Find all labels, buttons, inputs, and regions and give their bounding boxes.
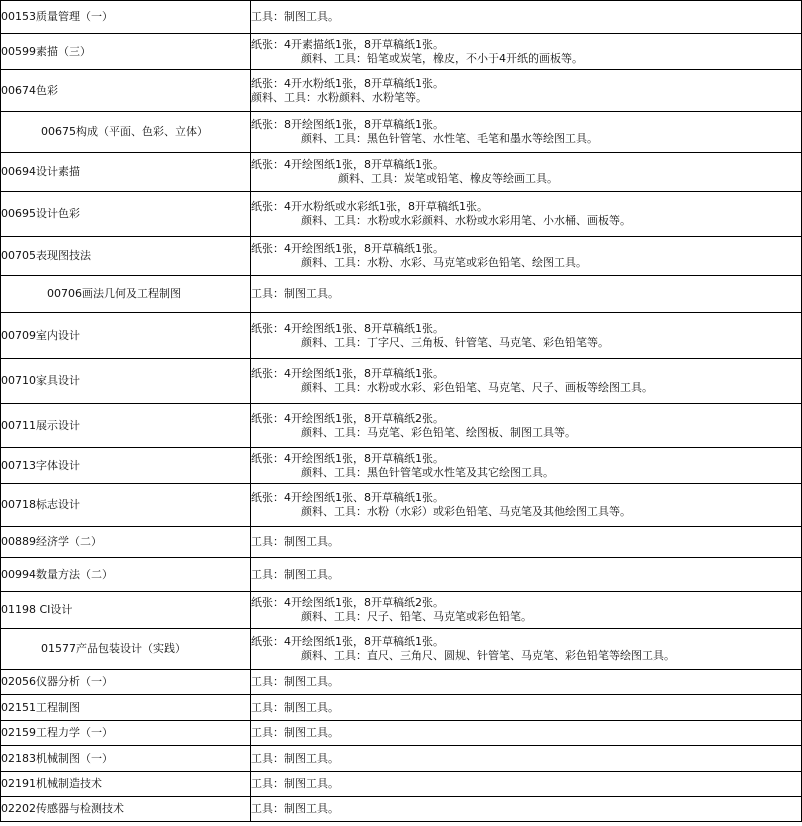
table-row — [1, 558, 802, 592]
table-row — [1, 527, 802, 558]
course-name: 00153质量管理（一） — [1, 1, 251, 34]
table-row — [1, 313, 802, 359]
table-row — [1, 484, 802, 527]
course-name: 02183机械制图（一） — [1, 746, 251, 772]
tools-line: 纸张：4开绘图纸1张，8开草稿纸1张。 — [251, 635, 444, 648]
course-name: 02056仪器分析（一） — [1, 670, 251, 695]
tools-line: 颜料、工具：水粉颜料、水粉笔等。 — [251, 90, 427, 104]
tools-line: 纸张：8开绘图纸1张，8开草稿纸1张。 — [251, 118, 444, 131]
tools-line: 颜料、工具：尺子、铅笔、马克笔或彩色铅笔。 — [301, 610, 532, 623]
tools-cell — [251, 695, 802, 721]
table-row — [1, 721, 802, 746]
tools-cell — [251, 484, 802, 527]
tools-line: 工具：制图工具。 — [251, 751, 339, 765]
tools-cell — [251, 797, 802, 822]
table-row — [1, 746, 802, 772]
tools-cell — [251, 112, 802, 153]
tools-line: 纸张：4开绘图纸1张、8开草稿纸1张。 — [251, 491, 444, 504]
tools-cell — [251, 359, 802, 404]
tools-line: 颜料、工具：水粉（水彩）或彩色铅笔、马克笔及其他绘图工具等。 — [301, 505, 631, 518]
course-name: 00713字体设计 — [1, 448, 251, 484]
table-row — [1, 1, 802, 34]
tools-line: 颜料、工具：直尺、三角尺、圆规、针管笔、马克笔、彩色铅笔等绘图工具。 — [301, 649, 675, 662]
course-name: 00710家具设计 — [1, 359, 251, 404]
table-row — [1, 70, 802, 112]
course-name: 00694设计素描 — [1, 153, 251, 192]
table-row — [1, 404, 802, 448]
course-name: 00711展示设计 — [1, 404, 251, 448]
tools-line: 工具：制图工具。 — [251, 535, 339, 548]
tools-line: 颜料、工具：水粉或水彩颜料、水粉或水彩用笔、小水桶、画板等。 — [301, 214, 631, 227]
tools-line: 工具：制图工具。 — [251, 802, 339, 815]
tools-cell — [251, 592, 802, 629]
tools-line: 工具：制图工具。 — [251, 700, 339, 714]
tools-line: 纸张：4开绘图纸1张，8开草稿纸1张。 — [251, 367, 444, 380]
course-name: 00889经济学（二） — [1, 527, 251, 558]
tools-cell — [251, 313, 802, 359]
tools-line: 纸张：4开绘图纸1张，8开草稿纸2张。 — [251, 411, 444, 425]
tools-cell — [251, 153, 802, 192]
table-row — [1, 34, 802, 70]
tools-line: 颜料、工具：丁字尺、三角板、针管笔、马克笔、彩色铅笔等。 — [301, 335, 609, 349]
tools-cell — [251, 276, 802, 313]
table-row — [1, 276, 802, 313]
tools-cell — [251, 237, 802, 276]
tools-line: 颜料、工具：炭笔或铅笔、橡皮等绘画工具。 — [338, 172, 558, 185]
tools-cell — [251, 192, 802, 237]
table-row — [1, 192, 802, 237]
tools-line: 工具：制图工具。 — [251, 567, 339, 581]
course-name: 00994数量方法（二） — [1, 558, 251, 592]
course-name: 00705表现图技法 — [1, 237, 251, 276]
tools-cell — [251, 1, 802, 34]
tools-line: 工具：制图工具。 — [251, 777, 339, 790]
course-name: 00674色彩 — [1, 70, 251, 112]
table-row — [1, 237, 802, 276]
tools-line: 颜料、工具：黑色针管笔、水性笔、毛笔和墨水等绘图工具。 — [301, 132, 598, 145]
tools-cell — [251, 670, 802, 695]
table-row — [1, 772, 802, 797]
tools-line: 纸张：4开绘图纸1张，8开草稿纸1张。 — [251, 451, 444, 465]
course-name: 01198 CI设计 — [1, 592, 251, 629]
tools-line: 颜料、工具：水粉、水彩、马克笔或彩色铅笔、绘图工具。 — [301, 256, 587, 269]
table-row — [1, 592, 802, 629]
tools-line: 颜料、工具：黑色针管笔或水性笔及其它绘图工具。 — [301, 465, 554, 479]
course-name: 02159工程力学（一） — [1, 721, 251, 746]
course-name: 01577产品包装设计（实践） — [1, 629, 251, 670]
course-name: 02191机械制造技术 — [1, 772, 251, 797]
tools-line: 纸张：4开水粉纸1张，8开草稿纸1张。 — [251, 76, 444, 90]
table-row — [1, 629, 802, 670]
course-name: 00718标志设计 — [1, 484, 251, 527]
tools-cell — [251, 527, 802, 558]
course-name: 02151工程制图 — [1, 695, 251, 721]
tools-cell — [251, 746, 802, 772]
table-row — [1, 448, 802, 484]
tools-line: 纸张：4开绘图纸1张，8开草稿纸1张。 — [251, 158, 444, 171]
course-name: 02202传感器与检测技术 — [1, 797, 251, 822]
course-name: 00675构成（平面、色彩、立体） — [1, 112, 251, 153]
table-row — [1, 797, 802, 822]
tools-line: 纸张：4开素描纸1张，8开草稿纸1张。 — [251, 37, 444, 51]
tools-line: 工具：制图工具。 — [251, 10, 339, 23]
tools-line: 颜料、工具：水粉或水彩、彩色铅笔、马克笔、尺子、画板等绘图工具。 — [301, 381, 653, 394]
tools-cell — [251, 70, 802, 112]
table-row — [1, 112, 802, 153]
tools-cell — [251, 34, 802, 70]
tools-line: 纸张：4开绘图纸1张、8开草稿纸1张。 — [251, 321, 444, 335]
table-row — [1, 153, 802, 192]
table-row — [1, 670, 802, 695]
tools-line: 纸张：4开绘图纸1张，8开草稿纸1张。 — [251, 242, 444, 255]
table-row — [1, 695, 802, 721]
tools-cell — [251, 404, 802, 448]
course-name: 00706画法几何及工程制图 — [1, 276, 251, 313]
tools-line: 工具：制图工具。 — [251, 675, 339, 688]
tools-cell — [251, 558, 802, 592]
tools-line: 工具：制图工具。 — [251, 726, 339, 739]
tools-cell — [251, 448, 802, 484]
table-row — [1, 359, 802, 404]
course-name: 00599素描（三） — [1, 34, 251, 70]
course-name: 00709室内设计 — [1, 313, 251, 359]
tools-cell — [251, 721, 802, 746]
course-name: 00695设计色彩 — [1, 192, 251, 237]
tools-line: 工具：制图工具。 — [251, 287, 339, 300]
tools-cell — [251, 629, 802, 670]
tools-line: 颜料、工具：铅笔或炭笔，橡皮，不小于4开纸的画板等。 — [301, 51, 583, 65]
tools-line: 颜料、工具：马克笔、彩色铅笔、绘图板、制图工具等。 — [301, 425, 576, 439]
tools-line: 纸张：4开绘图纸1张，8开草稿纸2张。 — [251, 596, 444, 609]
tools-line: 纸张：4开水粉纸或水彩纸1张，8开草稿纸1张。 — [251, 200, 488, 213]
tools-cell — [251, 772, 802, 797]
